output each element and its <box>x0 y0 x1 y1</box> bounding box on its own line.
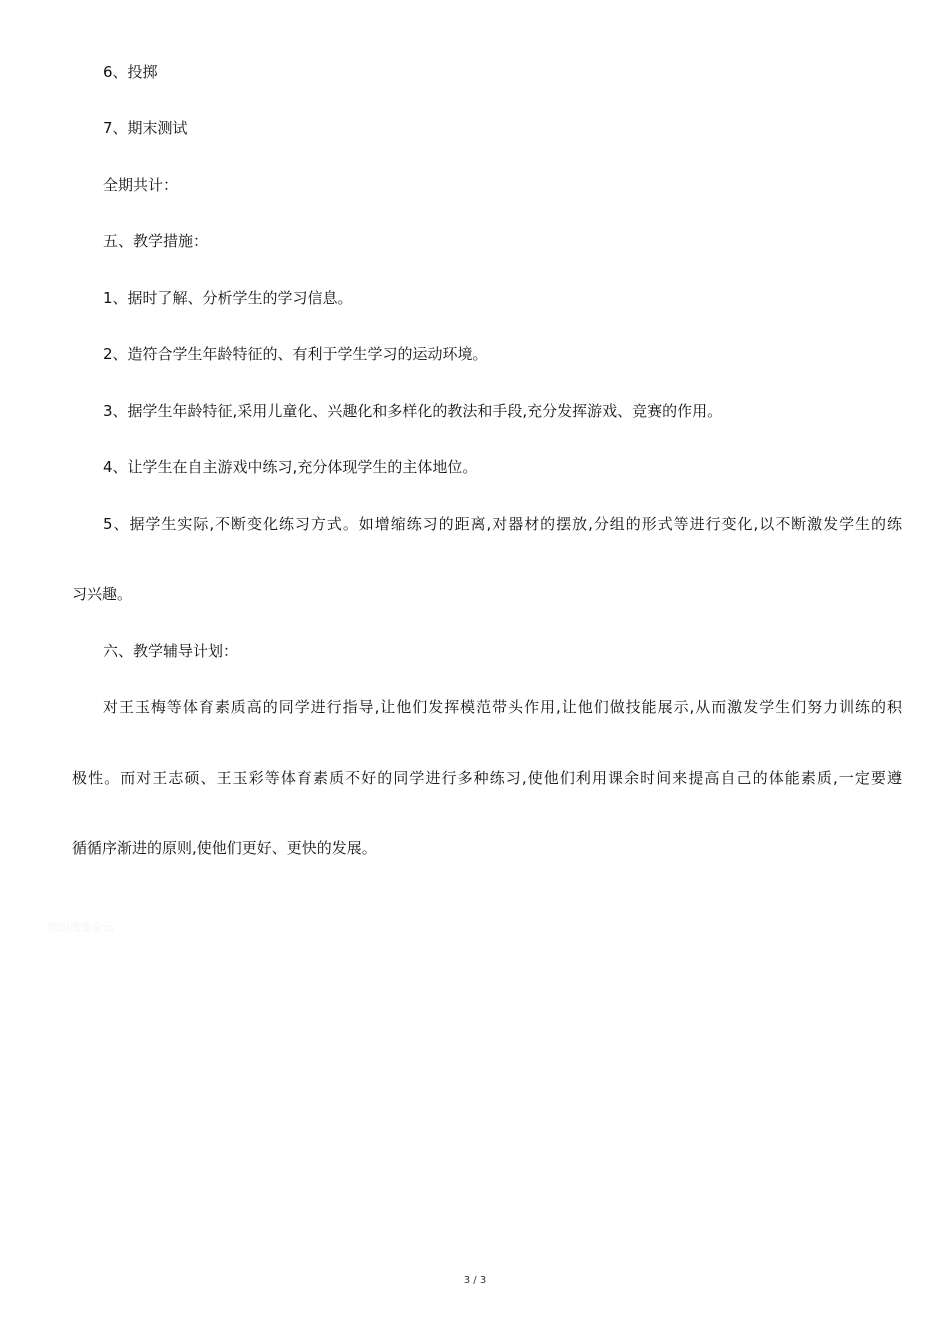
section-heading-tutoring-plan: 六、教学辅导计划： <box>103 642 239 660</box>
watermark: 知识改变命运 <box>48 921 114 934</box>
measure-item-1: 1、据时了解、分析学生的学习信息。 <box>103 289 353 307</box>
tutoring-paragraph-line-3: 循循序渐进的原则,使他们更好、更快的发展。 <box>72 839 377 857</box>
measure-item-5: 5、据学生实际,不断变化练习方式。如增缩练习的距离,对器材的摆放,分组的形式等进行变化,以不断激发学生的练 <box>103 515 902 533</box>
tutoring-paragraph-line-1: 对王玉梅等体育素质高的同学进行指导,让他们发挥模范带头作用,让他们做技能展示,从而激发学生们努力训练的积 <box>103 698 902 716</box>
term-total-label: 全期共计： <box>103 176 179 194</box>
measure-item-3: 3、据学生年龄特征,采用儿童化、兴趣化和多样化的教法和手段,充分发挥游戏、竞赛的作用。 <box>103 402 723 420</box>
list-item-final-test: 7、期末测试 <box>103 119 188 137</box>
section-heading-teaching-measures: 五、教学措施： <box>103 232 209 250</box>
measure-item-2: 2、造符合学生年龄特征的、有利于学生学习的运动环境。 <box>103 345 488 363</box>
page-number: 3 / 3 <box>463 1275 487 1286</box>
tutoring-paragraph-line-2: 极性。而对王志硕、王玉彩等体育素质不好的同学进行多种练习,使他们利用课余时间来提高自己的体能素质,一定要遵 <box>72 769 902 787</box>
measure-item-5-continued: 习兴趣。 <box>72 585 133 603</box>
measure-item-4: 4、让学生在自主游戏中练习,充分体现学生的主体地位。 <box>103 458 478 476</box>
list-item-throwing: 6、投掷 <box>103 63 158 81</box>
